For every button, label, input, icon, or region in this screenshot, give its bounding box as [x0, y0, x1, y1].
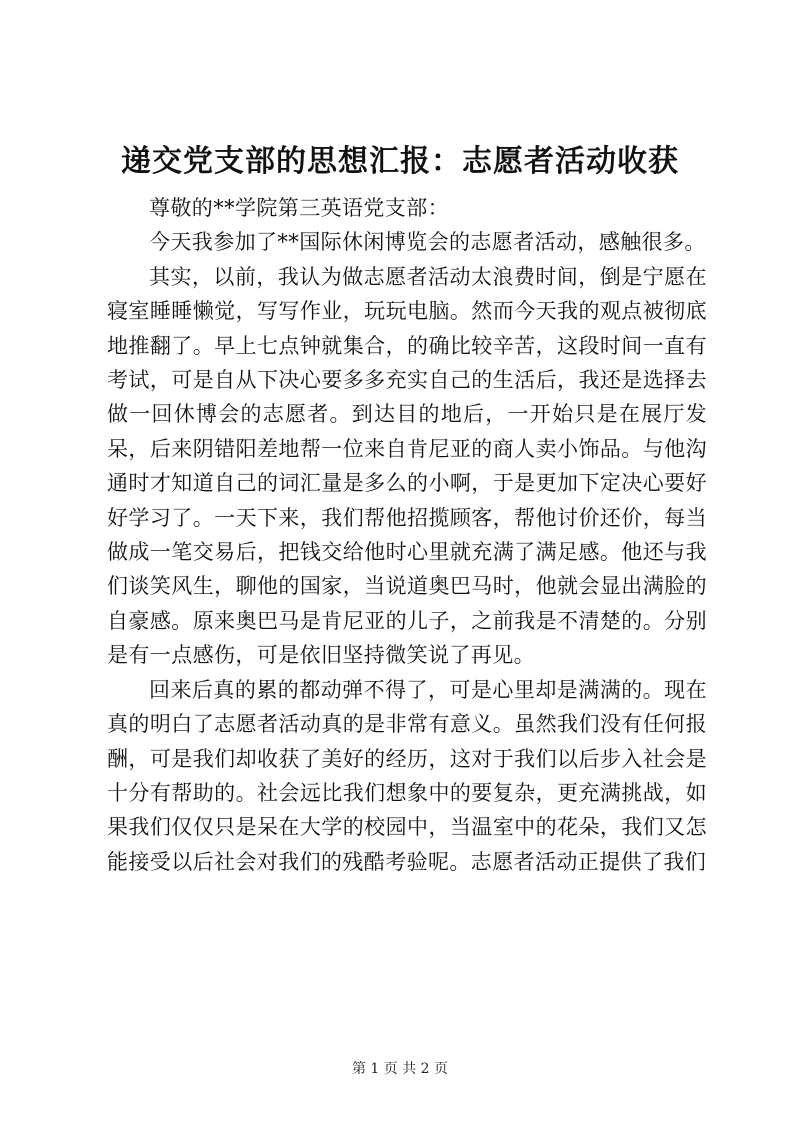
paragraph-2: 其实，以前，我认为做志愿者活动太浪费时间，倒是宁愿在寝室睡睡懒觉，写写作业，玩玩电脑。然而今天我的观点被彻底地推翻了。早上七点钟就集合，的确比较辛苦，这段时间一直有考试，可是自从下决心要多多充实自己的生活后，我还是选择去做一回休博会的志愿者。到达目的地后，一开始只是在展厅发呆，后来阴错阳差地帮一位来自肯尼亚的商人卖小饰品。与他沟通时才知道自己的词汇量是多么的小啊，于是更加下定决心要好好学习了。一天下来，我们帮他招揽顾客，帮他讨价还价，每当做成一笔交易后，把钱交给他时心里就充满了满足感。他还与我们谈笑风生，聊他的国家，当说道奥巴马时，他就会显出满脸的自豪感。原来奥巴马是肯尼亚的儿子，之前我是不清楚的。分别是有一点感伤，可是依旧坚持微笑说了再见。 — [107, 264, 707, 668]
document-body — [107, 191, 707, 879]
paragraph-1: 今天我参加了**国际休闲博览会的志愿者活动，感触很多。 — [149, 230, 706, 255]
document-title: 递交党支部的思想汇报：志愿者活动收获 — [121, 144, 679, 179]
salutation: 尊敬的**学院第三英语党支部： — [149, 196, 449, 220]
paragraph-3: 回来后真的累的都动弹不得了，可是心里却是满满的。现在真的明白了志愿者活动真的是非常有意义。虽然我们没有任何报酬，可是我们却收获了美好的经历，这对于我们以后步入社会是十分有帮助的。社会远比我们想象中的要复杂，更充满挑战，如果我们仅仅只是呆在大学的校园中，当温室中的花朵，我们又怎能接受以后社会对我们的残酷考验呢。志愿者活动正提供了我们 — [107, 677, 707, 874]
page-footer: 第 1 页 共 2 页 — [351, 1061, 449, 1077]
